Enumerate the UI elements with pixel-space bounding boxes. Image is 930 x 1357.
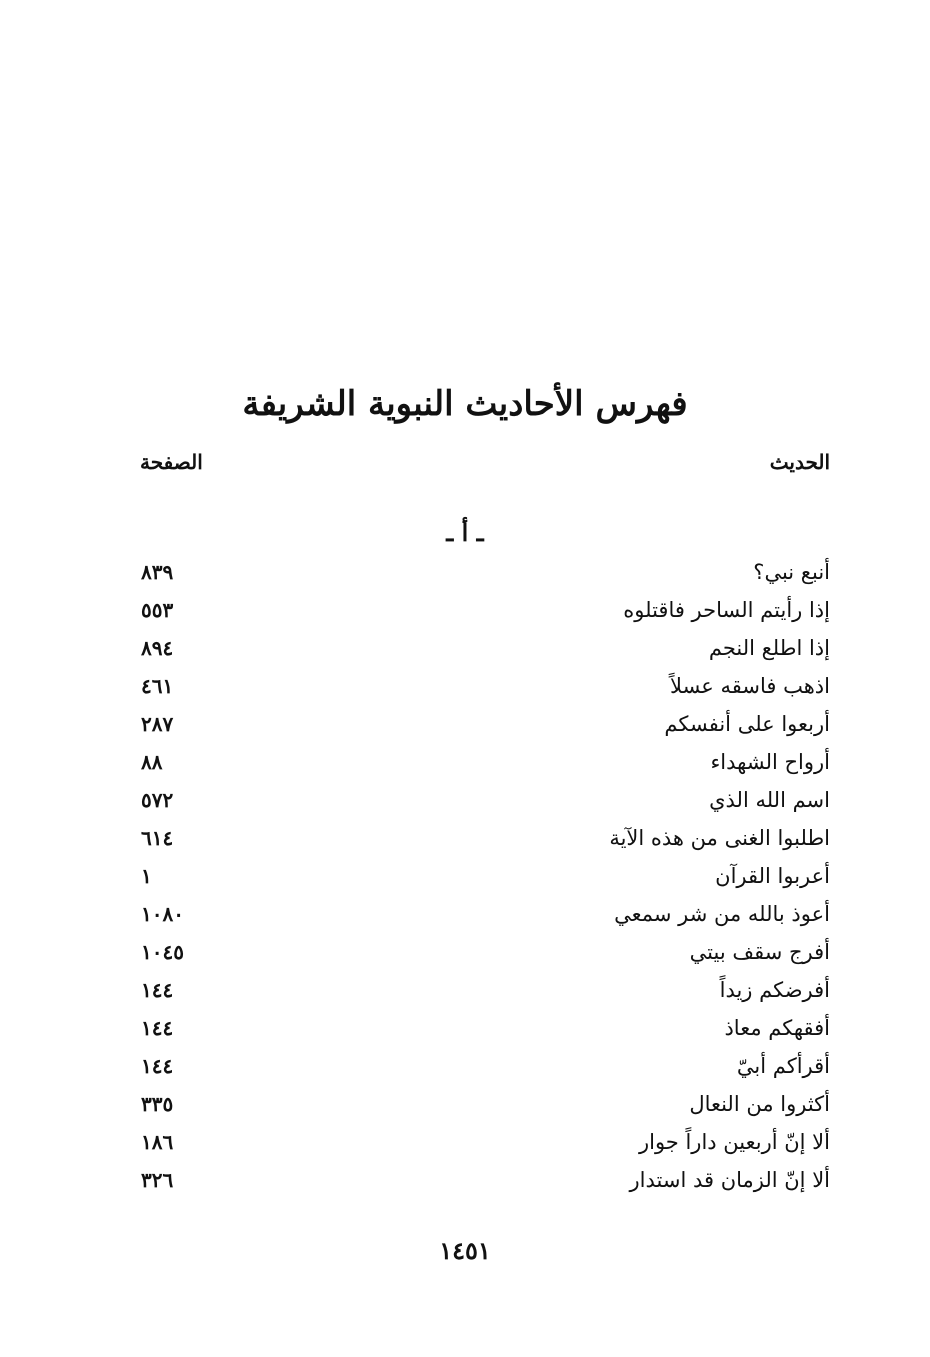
page-reference: ٢٨٧ [141, 712, 174, 736]
list-item [135, 1090, 830, 1128]
list-item [135, 786, 830, 824]
page-reference: ١٠٤٥ [141, 940, 184, 964]
list-item [135, 1128, 830, 1166]
page-reference: ٣٣٥ [141, 1092, 174, 1116]
hadith-text: أنبع نبي؟ [753, 560, 830, 584]
list-item [135, 862, 830, 900]
page-reference: ٦١٤ [141, 826, 174, 850]
list-item [135, 748, 830, 786]
page-number: ١٤٥١ [439, 1236, 491, 1265]
hadith-text: أفرج سقف بيتي [689, 940, 830, 964]
list-item [135, 1166, 830, 1204]
page-reference: ٨٨ [141, 750, 163, 774]
page-reference: ١٨٦ [141, 1130, 174, 1154]
list-item [135, 710, 830, 748]
hadith-text: أفرضكم زيداً [719, 978, 830, 1002]
page-reference: ٨٣٩ [141, 560, 174, 584]
hadith-text: ألا إنّ أربعين داراً جوار [638, 1130, 830, 1154]
page-reference: ٤٦١ [141, 674, 174, 698]
list-item [135, 1052, 830, 1090]
page-reference: ١٠٨٠ [141, 902, 184, 926]
section-letter: ـ أ ـ [446, 518, 484, 547]
index-list [135, 558, 830, 1204]
hadith-text: أرواح الشهداء [710, 750, 830, 774]
column-header-page: الصفحة [140, 450, 203, 474]
hadith-text: اطلبوا الغنى من هذه الآية [609, 826, 830, 850]
page-reference: ٥٧٢ [141, 788, 174, 812]
list-item [135, 824, 830, 862]
page-reference: ١٤٤ [141, 1054, 174, 1078]
page-reference: ٣٢٦ [141, 1168, 174, 1192]
hadith-text: إذا رأيتم الساحر فاقتلوه [623, 598, 830, 622]
list-item [135, 938, 830, 976]
hadith-text: أعوذ بالله من شر سمعي [614, 902, 830, 926]
hadith-text: أربعوا على أنفسكم [664, 712, 830, 736]
page-reference: ٨٩٤ [141, 636, 174, 660]
list-item [135, 1014, 830, 1052]
page-reference: ١٤٤ [141, 1016, 174, 1040]
hadith-text: إذا اطلع النجم [708, 636, 830, 660]
hadith-text: أقرأكم أبيّ [736, 1054, 830, 1078]
list-item [135, 558, 830, 596]
page-reference: ١٤٤ [141, 978, 174, 1002]
column-header-hadith: الحديث [769, 450, 830, 474]
page-title: فهرس الأحاديث النبوية الشريفة [242, 384, 688, 424]
page-reference: ١ [141, 864, 152, 888]
list-item [135, 976, 830, 1014]
page-reference: ٥٥٣ [141, 598, 174, 622]
list-item [135, 900, 830, 938]
hadith-text: أكثروا من النعال [689, 1092, 830, 1116]
hadith-text: أفقهكم معاذ [724, 1016, 830, 1040]
hadith-text: اسم الله الذي [709, 788, 830, 812]
list-item [135, 672, 830, 710]
hadith-text: ألا إنّ الزمان قد استدار [629, 1168, 830, 1192]
list-item [135, 596, 830, 634]
list-item [135, 634, 830, 672]
hadith-text: اذهب فاسقه عسلاً [670, 674, 830, 698]
hadith-text: أعربوا القرآن [715, 864, 830, 888]
